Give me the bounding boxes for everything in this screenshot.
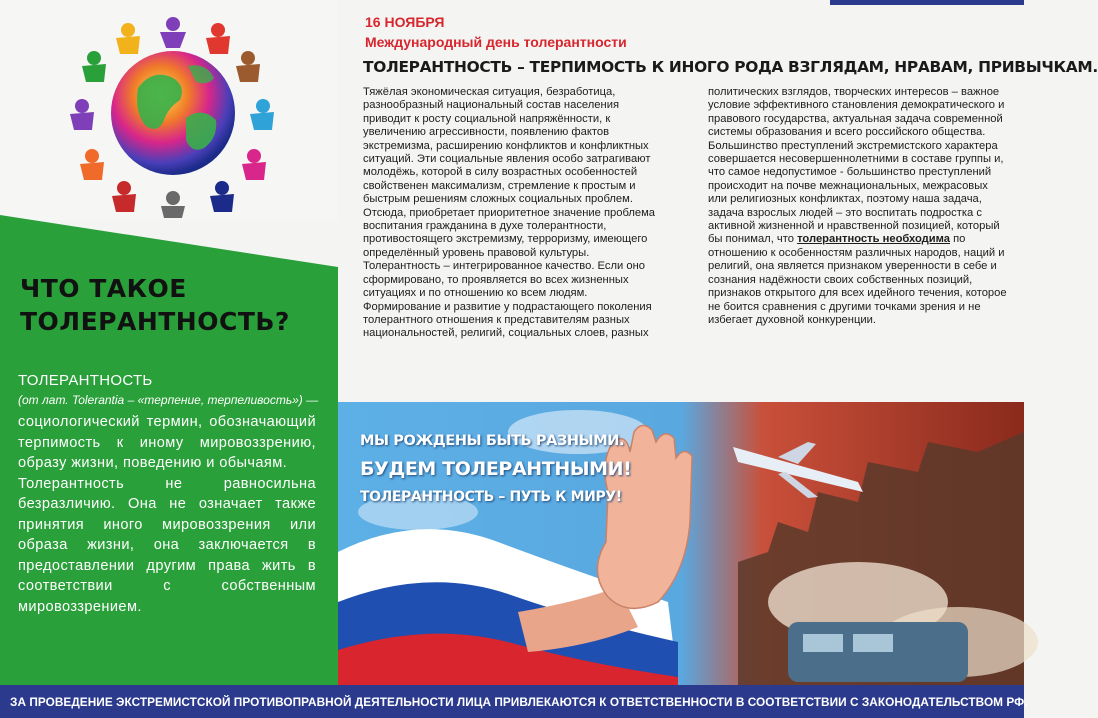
event-name: Международный день толерантности: [365, 34, 627, 50]
legal-warning-banner: ЗА ПРОВЕДЕНИЕ ЭКСТРЕМИСТСКОЙ ПРОТИВОПРАВНОЙ ДЕЯТЕЛЬНОСТИ ЛИЦА ПРИВЛЕКАЮТСЯ К ОТВЕТСТВЕННОСТИ В СООТВЕТСТВИИ С ЗАКОНОДАТЕЛЬСТВОМ РФ.: [0, 685, 1024, 718]
slogan-line-2: БУДЕМ ТОЛЕРАНТНЫМИ!: [360, 458, 632, 480]
article-col2-start: политических взглядов, творческих интересов – важное условие эффективного становления демократического и правового государства, актуальная задача современной системы образования и всего российского общества. Большинство преступлений экстремистского характера совершается несовершеннолетними в составе группы и, что самое недопустимое - большинство преступлений происходит на почве межнациональных, межрасовых или религиозных конфликтах, поэтому наша задача, задача взрослых людей – это воспитать подростка с активной жизненной и нравственной позицией, который бы понимал, что: [708, 86, 1005, 246]
globe-children-logo: [68, 8, 278, 218]
top-accent-bar: [830, 0, 1024, 5]
question-line-1: ЧТО ТАКОЕ: [20, 274, 187, 303]
article-paragraph-2: Формирование и развитие у подрастающего поколения толерантного отношения к представителям разных национальностей, религий, социальных слоев, разных: [363, 300, 652, 340]
event-date: 16 НОЯБРЯ: [365, 14, 445, 30]
definition-title: ТОЛЕРАНТНОСТЬ: [18, 372, 153, 389]
slogan-line-1: МЫ РОЖДЕНЫ БЫТЬ РАЗНЫМИ.: [360, 433, 625, 449]
article-column-1: [363, 86, 661, 341]
definition-paragraph-2: Толерантность не равносильна безразличию. Она не означает также принятия иного мировоззрения или образа жизни, она заключается в предоставлении другим права жить в соответствии с собственным мировоззрением.: [18, 475, 316, 615]
article-emphasis: толерантность необходима: [797, 233, 950, 246]
question-line-2: ТОЛЕРАНТНОСТЬ?: [20, 307, 290, 336]
definition-body: [18, 412, 316, 617]
definition-paragraph-1: социологический термин, обозначающий терпимость к иному мировоззрению, образу жизни, поведению и обычаям.: [18, 414, 316, 471]
definition-origin: (от лат. Tolerantia – «терпение, терпеливость») —: [18, 393, 319, 407]
article-paragraph-1: Тяжёлая экономическая ситуация, безработица, разнообразный национальный состав населения приводит к росту социальной напряжённости, к увеличению агрессивности, появлению фактов экстремизма, расширению конфликтов и конфликтных ситуаций. Эти социальные явления особо затрагивают молодёжь, которой в силу возрастных особенностей свойственен максимализм, стремление к простым и быстрым решениям сложных социальных проблем. Отсюда, приобретает приоритетное значение проблема воспитания гражданина в духе толерантности, противостоящего экстремизму, терроризму, имеющего определённый уровень правовой культуры. Толерантность – интегрированное качество. Если оно сформировано, то проявляется во всех жизненных ситуациях и по отношению ко всем людям.: [363, 86, 656, 300]
page-headline: ТОЛЕРАНТНОСТЬ – ТЕРПИМОСТЬ К ИНОГО РОДА ВЗГЛЯДАМ, НРАВАМ, ПРИВЫЧКАМ.: [363, 58, 1098, 76]
article-column-2: [708, 86, 1008, 327]
article-col2-end: по отношению к особенностям различных народов, наций и религий, она является признаком уверенности в себе и сознания надёжности своих собственных позиций, признаков открытого для всех идейного течения, которое не боится сравнения с другими точками зрения и не избегает духовной конкуренции.: [708, 233, 1007, 326]
slogan-line-3: ТОЛЕРАНТНОСТЬ – ПУТЬ К МИРУ!: [360, 489, 622, 505]
question-heading: [20, 272, 330, 338]
logo-area: [0, 0, 338, 220]
